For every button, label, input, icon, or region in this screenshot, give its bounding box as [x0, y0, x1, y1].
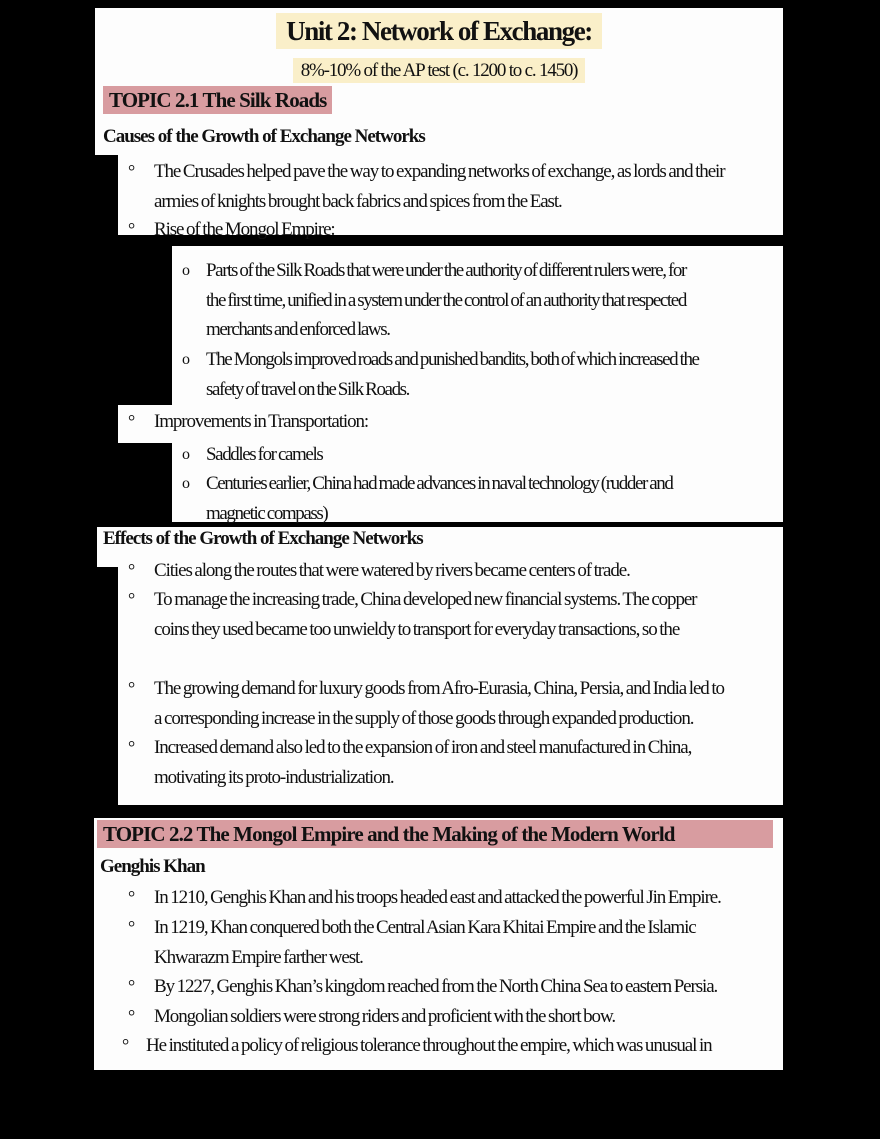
bullet-item: [128, 733, 691, 792]
bullet-marker: °: [128, 678, 136, 698]
bullet-marker: °: [128, 976, 136, 996]
bullet-item: [128, 585, 696, 644]
causes-section-heading: Causes of the Growth of Exchange Networks: [103, 126, 425, 147]
bullet-line: He instituted a policy of religious tolerance throughout the empire, which was unusual in: [146, 1035, 712, 1056]
bullet-marker: °: [122, 1035, 130, 1055]
bullet-line: The Mongols improved roads and punished bandits, both of which increased the: [206, 349, 699, 370]
bullet-line: The growing demand for luxury goods from Afro-Eurasia, China, Persia, and India led to: [154, 678, 724, 699]
bullet-line: Centuries earlier, China had made advances in naval technology (rudder and: [206, 473, 673, 494]
subheader: [95, 58, 783, 83]
topic-2-1-highlight: TOPIC 2.1 The Silk Roads: [103, 86, 332, 114]
bullet-line: Khwarazm Empire farther west.: [154, 946, 363, 968]
bullet-line: safety of travel on the Silk Roads.: [206, 378, 410, 400]
bullet-item: [128, 157, 724, 216]
bullet-line: magnetic compass): [206, 502, 328, 524]
bullet-marker: °: [128, 1006, 136, 1026]
bullet-marker: °: [128, 917, 136, 937]
bullet-line: merchants and enforced laws.: [206, 319, 390, 340]
bullet-marker: °: [128, 737, 136, 757]
bullet-marker: °: [128, 589, 136, 609]
bullet-item: [128, 674, 724, 733]
bullet-marker: °: [128, 560, 136, 580]
bullet-line: a corresponding increase in the supply of those goods through expanded production.: [154, 707, 694, 729]
bullet-marker: °: [128, 411, 136, 431]
bullet-item: [128, 556, 630, 586]
bullet-marker: °: [128, 161, 136, 181]
bullet-line: The Crusades helped pave the way to expanding networks of exchange, as lords and their: [154, 161, 725, 182]
page-subtitle: 8%-10% of the AP test (c. 1200 to c. 1450): [293, 58, 586, 83]
header: [95, 13, 783, 49]
bullet-line: the first time, unified in a system under the control of an authority that respected: [206, 289, 686, 311]
bullet-item: [122, 1031, 712, 1061]
bullet-item: [128, 913, 696, 972]
bullet-item: [128, 407, 368, 437]
bullet-line: Saddles for camels: [206, 444, 323, 465]
bullet-item: [128, 215, 335, 245]
topic-2-1-heading: [103, 86, 332, 114]
bullet-item: [128, 883, 721, 913]
bullet-line: Rise of the Mongol Empire:: [154, 219, 335, 240]
bullet-line: In 1210, Genghis Khan and his troops headed east and attacked the powerful Jin Empire.: [154, 887, 721, 908]
bullet-item: [128, 1002, 615, 1032]
bullet-line: motivating its proto-industrialization.: [154, 766, 394, 788]
sub-bullet-item: [182, 469, 673, 528]
bullet-line: To manage the increasing trade, China developed new financial systems. The copper: [154, 589, 697, 610]
bullet-line: In 1219, Khan conquered both the Central Asian Kara Khitai Empire and the Islamic: [154, 917, 696, 938]
effects-section-heading: Effects of the Growth of Exchange Networks: [103, 528, 423, 549]
bullet-line: Parts of the Silk Roads that were under the authority of different rulers were, for: [206, 260, 686, 281]
bullet-line: Increased demand also led to the expansion of iron and steel manufactured in China,: [154, 737, 692, 758]
bullet-item: [128, 972, 717, 1002]
bullet-line: Improvements in Transportation:: [154, 411, 369, 432]
sub-bullet-item: [182, 345, 699, 404]
topic-2-2-highlight: TOPIC 2.2 The Mongol Empire and the Making of the Modern World: [97, 820, 773, 848]
bullet-marker: o: [182, 351, 190, 368]
bullet-marker: o: [182, 475, 190, 492]
bullet-marker: o: [182, 446, 190, 463]
genghis-khan-heading: Genghis Khan: [100, 856, 205, 877]
bullet-marker: o: [182, 262, 190, 279]
sub-bullet-item: [182, 440, 322, 470]
bullet-line: coins they used became too unwieldy to transport for everyday transactions, so the: [154, 618, 680, 640]
page-title: Unit 2: Network of Exchange:: [276, 13, 602, 49]
sub-bullet-item: [182, 256, 686, 345]
bullet-line: Mongolian soldiers were strong riders and proficient with the short bow.: [154, 1006, 615, 1027]
bullet-line: Cities along the routes that were watered by rivers became centers of trade.: [154, 560, 630, 581]
bullet-line: By 1227, Genghis Khan’s kingdom reached from the North China Sea to eastern Persia.: [154, 976, 718, 997]
bullet-line: armies of knights brought back fabrics and spices from the East.: [154, 190, 562, 212]
bullet-marker: °: [128, 887, 136, 907]
bullet-marker: °: [128, 219, 136, 239]
topic-2-2-heading: [97, 820, 773, 848]
